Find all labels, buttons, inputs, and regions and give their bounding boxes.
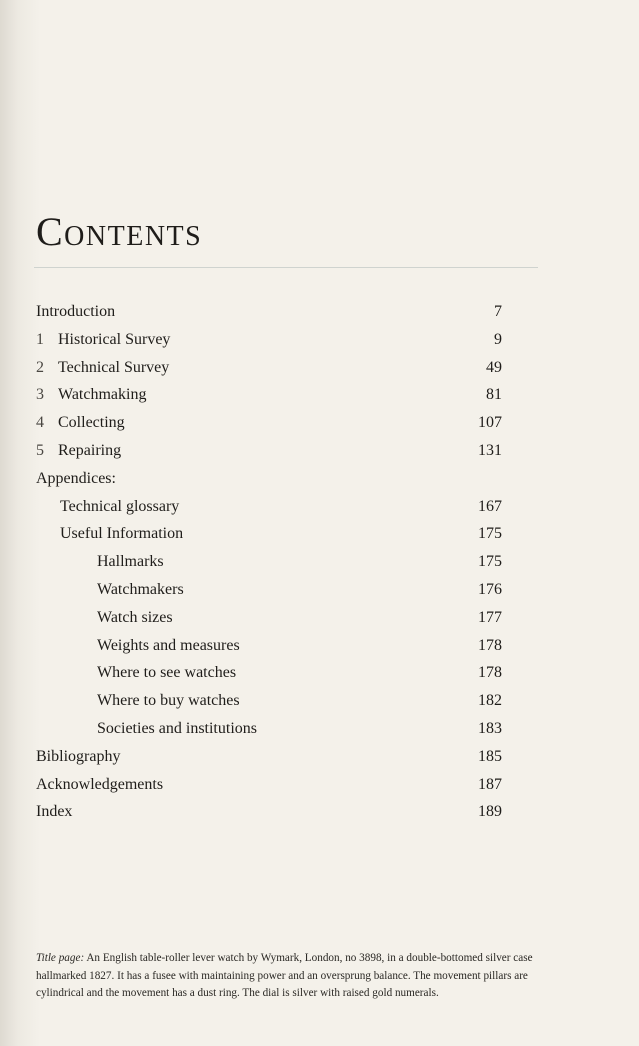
toc-page-number: 107: [478, 414, 502, 432]
toc-page-number: 167: [478, 497, 502, 515]
toc-entry: [36, 604, 502, 632]
toc-entry: [36, 326, 502, 354]
toc-entry-label: Technical glossary: [60, 497, 180, 515]
toc-page-number: 9: [494, 330, 502, 348]
toc-entry-label: Where to buy watches: [97, 692, 240, 710]
toc-page-number: 131: [478, 441, 502, 459]
toc-entry-label: Acknowledgements: [36, 775, 164, 793]
toc-entry-label: Weights and measures: [97, 636, 240, 654]
toc-entry: [36, 298, 502, 326]
toc-entry-label: Watch sizes: [97, 608, 173, 626]
toc-entry-label: Collecting: [58, 414, 125, 432]
toc-entry: [36, 548, 502, 576]
toc-entry-label: Societies and institutions: [97, 719, 257, 737]
toc-entry: [36, 381, 502, 409]
toc-entry-label: Introduction: [36, 303, 116, 320]
toc-entry: [36, 771, 502, 799]
toc-page-number: 187: [478, 775, 502, 793]
toc-page-number: 7: [494, 303, 502, 320]
toc-page-number: 185: [478, 747, 502, 765]
toc-page-number: 183: [478, 719, 502, 737]
toc-page-number: 81: [486, 386, 502, 404]
toc-entry-label: Repairing: [58, 441, 122, 459]
toc-chapter-number: 3: [36, 386, 44, 404]
toc-entry: [36, 465, 502, 493]
toc-page-number: 177: [478, 608, 502, 626]
toc-entry-label: Appendices:: [36, 469, 116, 487]
toc-entry-label: Hallmarks: [97, 553, 164, 571]
toc-entry-label: Watchmakers: [97, 580, 184, 598]
toc-chapter-number: 2: [36, 358, 44, 376]
toc-chapter-number: 1: [36, 330, 44, 348]
toc-entry: [36, 798, 502, 826]
toc-entry-label: Technical Survey: [58, 358, 170, 376]
toc-entry: [36, 687, 502, 715]
toc-entry-label: Bibliography: [36, 747, 121, 765]
toc-page-number: 175: [478, 525, 502, 543]
toc-page-number: 182: [478, 692, 502, 710]
toc-entry-label: Where to see watches: [97, 664, 237, 682]
table-of-contents: [36, 298, 502, 826]
page-title: Contents: [36, 209, 203, 254]
toc-page-number: 175: [478, 553, 502, 571]
toc-entry: [36, 743, 502, 771]
toc-page-number: 178: [478, 636, 502, 654]
toc-entry: [36, 354, 502, 382]
toc-chapter-number: 4: [36, 414, 44, 432]
toc-entry: [36, 632, 502, 660]
toc-entry-label: Historical Survey: [58, 330, 171, 348]
toc-entry: [36, 715, 502, 743]
toc-entry-label: Watchmaking: [58, 386, 147, 404]
toc-page-number: 49: [486, 358, 502, 376]
toc-entry: [36, 576, 502, 604]
caption-text: An English table-roller lever watch by Wymark, London, no 3898, in a double-bottomed silver case hallmarked 1827. It has a fusee with maintaining power and an oversprung balance. The movement pillars are cylindrical and the movement has a dust ring. The dial is silver with raised gold numerals.: [36, 952, 533, 999]
toc-entry-label: Index: [36, 803, 73, 821]
toc-entry-label: Useful Information: [60, 525, 184, 543]
toc-page-number: 189: [478, 803, 502, 821]
title-divider: [34, 267, 538, 268]
toc-entry: [36, 409, 502, 437]
toc-page-number: 176: [478, 580, 502, 598]
toc-chapter-number: 5: [36, 441, 44, 459]
toc-entry: [36, 520, 502, 548]
caption-lead: Title page:: [36, 952, 85, 964]
toc-entry: [36, 659, 502, 687]
title-page-caption: [36, 950, 556, 1003]
toc-page-number: 178: [478, 664, 502, 682]
toc-entry: [36, 437, 502, 465]
toc-entry: [36, 493, 502, 521]
